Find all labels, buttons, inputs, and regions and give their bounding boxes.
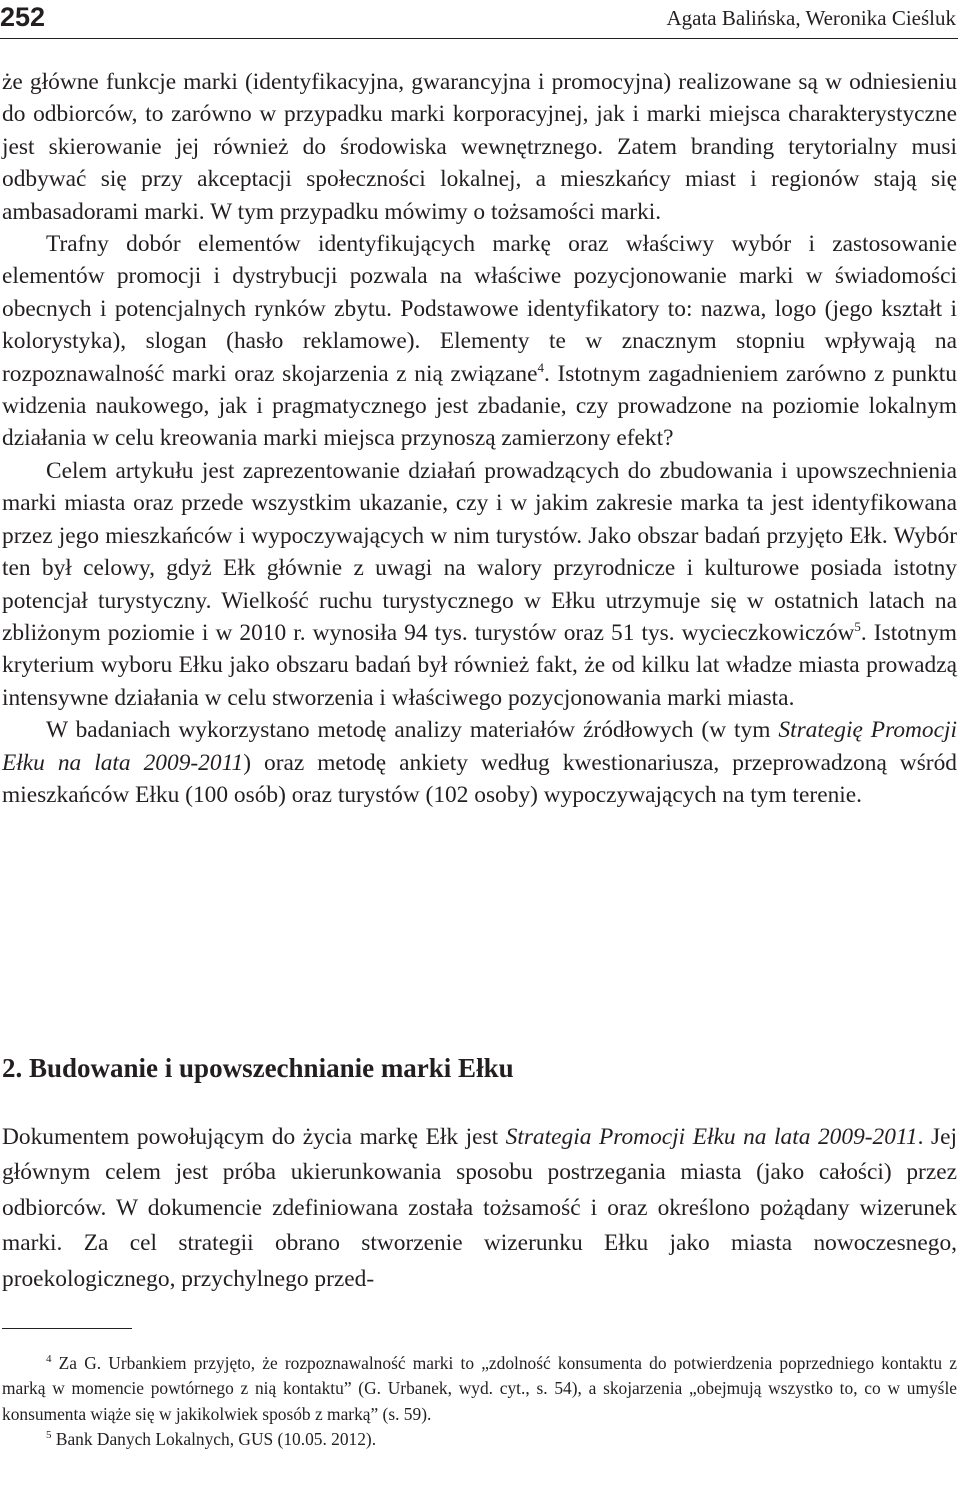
footnote-text: Za G. Urbankiem przyjęto, że rozpoznawalność marki to „zdolność konsumenta do potwierdzenia poprzedniego kontaktu z marką w momencie powtórnego z nią kontaktu” (G. Urbanek, wyd. cyt., s. 54), a skojarzenia „obejmują wszystko to, co w umyśle konsumenta wiąże się w jakikolwiek sposób z marką” (s. 59). bbox=[2, 1353, 957, 1424]
paragraph bbox=[2, 1120, 957, 1297]
paragraph bbox=[2, 455, 957, 714]
page-header bbox=[0, 0, 958, 39]
paragraph-text: Dokumentem powołującym do życia markę Ełk jest bbox=[2, 1124, 506, 1150]
section-heading: 2. Budowanie i upowszechnianie marki Ełku bbox=[2, 1053, 514, 1083]
footnote-ref: 5 bbox=[854, 618, 861, 634]
paragraph-text: . Jej głównym celem jest próba ukierunkowania sposobu postrzegania miasta (jako całości) przez odbiorców. W dokumencie zdefiniowana została tożsamość i oraz określono pożądany wizerunek marki. Za cel strategii obrano stworzenie wizerunku Ełku jako miasta nowoczesnego, proekologicznego, przychylnego przed- bbox=[2, 1124, 957, 1292]
paragraph-text: . Istotnym kryterium wyboru Ełku jako obszaru badań był również fakt, że od kilku lat władze miasta prowadzą intensywne działania w celu stworzenia i właściwego pozycjonowania marki miasta. bbox=[2, 619, 957, 711]
paragraph-text: Trafny dobór elementów identyfikujących markę oraz właściwy wybór i zastosowanie elementów promocji i dystrybucji pozwala na właściwe pozycjonowanie marki w świadomości obecnych i potencjalnych rynków zbytu. Podstawowe identyfikatory to: nazwa, logo (jego kształt i kolorystyka), slogan (hasło reklamowe). Elementy te w znacznym stopniu wpływają na rozpoznawalność marki oraz skojarzenia z nią związane bbox=[2, 231, 957, 387]
paragraph bbox=[2, 66, 957, 228]
body-text bbox=[2, 66, 957, 811]
italic-title: Strategia Promocji Ełku na lata 2009-2011 bbox=[505, 1124, 918, 1150]
paragraph-text: W badaniach wykorzystano metodę analizy materiałów źródłowych (w tym bbox=[46, 717, 779, 744]
paragraph-text: ) oraz metodę ankiety według kwestionariusza, przeprowadzoną wśród mieszkańców Ełku (100 osób) oraz turystów (102 osoby) wypoczywających na tym terenie. bbox=[2, 749, 957, 808]
footnote-text: Bank Danych Lokalnych, GUS (10.05. 2012). bbox=[51, 1428, 377, 1449]
footnote-number: 5 bbox=[46, 1428, 52, 1441]
paragraph-text: że główne funkcje marki (identyfikacyjna, gwarancyjna i promocyjna) realizowane są w odniesieniu do odbiorców, to zarówno w przypadku marki korporacyjnej, jak i marki miejsca charakterystyczne jest skierowanie jej również do środowiska wewnętrznego. Zatem branding terytorialny musi odbywać się przy akceptacji społeczności lokalnej, a mieszkańcy miast i regionów stają się ambasadorami marki. W tym przypadku mówimy o tożsamości marki. bbox=[2, 69, 957, 225]
section-body bbox=[2, 1120, 957, 1297]
footnote-divider bbox=[2, 1328, 132, 1329]
italic-title: Strategię Promocji Ełku na lata 2009-2011 bbox=[2, 717, 957, 776]
footnote bbox=[2, 1351, 957, 1427]
paragraph-text: Celem artykułu jest zaprezentowanie działań prowadzących do zbudowania i upowszechnienia marki miasta oraz przede wszystkim ukazanie, czy i w jakim zakresie marka ta jest identyfikowana przez jego mieszkańców i wypoczywających w nim turystów. Jako obszar badań przyjęto Ełk. Wybór ten był celowy, gdyż Ełk głównie z uwagi na walory przyrodnicze i kulturowe posiada istotny potencjał turystyczny. Wielkość ruchu turystycznego w Ełku utrzymuje się w ostatnich latach na zbliżonym poziomie i w 2010 r. wynosiła 94 tys. turystów oraz 51 tys. wycieczkowiczów bbox=[2, 457, 957, 646]
footnote bbox=[2, 1427, 957, 1452]
paragraph bbox=[2, 228, 957, 455]
paragraph bbox=[2, 714, 957, 811]
footnote-ref: 4 bbox=[537, 359, 544, 375]
footnotes bbox=[2, 1351, 957, 1452]
page-number: 252 bbox=[0, 2, 46, 32]
running-head-authors: Agata Balińska, Weronika Cieśluk bbox=[666, 6, 956, 30]
footnote-number: 4 bbox=[46, 1353, 52, 1365]
paragraph-text: . Istotnym zagadnieniem zarówno z punktu widzenia naukowego, jak i pragmatycznego jest zbadanie, czy prowadzone na poziomie lokalnym działania w celu kreowania marki miejsca przynoszą zamierzony efekt? bbox=[2, 360, 958, 452]
